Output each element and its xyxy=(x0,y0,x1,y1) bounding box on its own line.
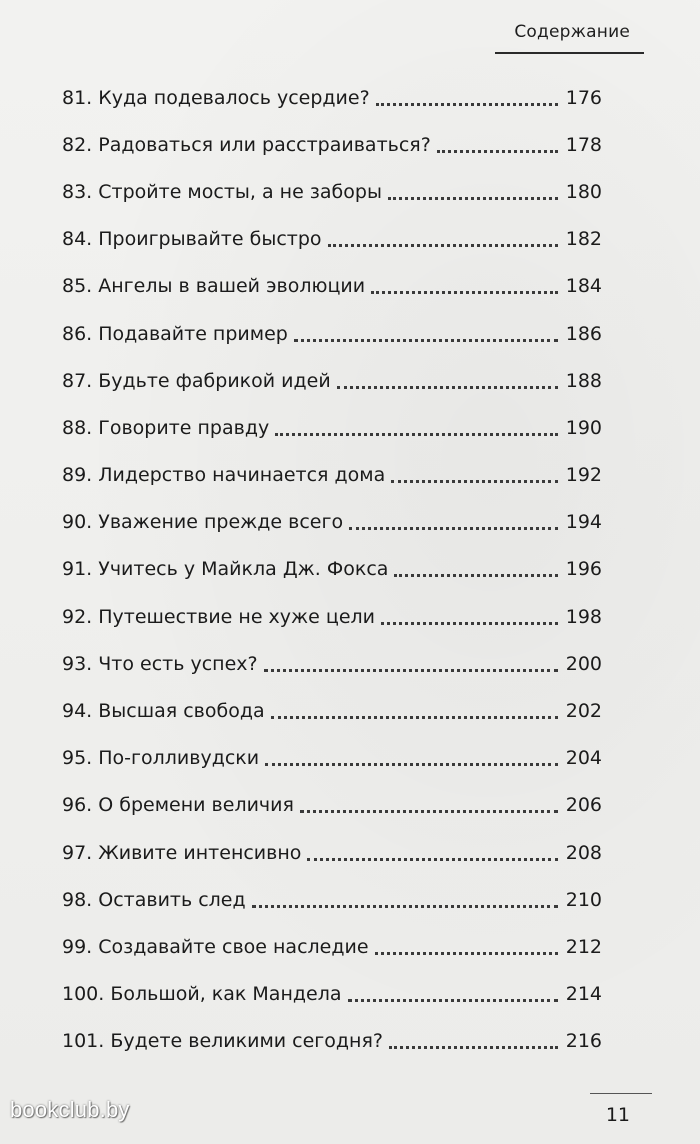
toc-dot-leader xyxy=(376,102,558,106)
toc-dot-leader xyxy=(300,809,558,813)
running-head-rule xyxy=(495,52,644,54)
toc-entry xyxy=(62,216,602,263)
toc-entry-page: 176 xyxy=(565,86,602,109)
toc-entry-page: 198 xyxy=(565,605,602,628)
table-of-contents xyxy=(62,74,602,1065)
toc-dot-leader xyxy=(349,526,558,530)
toc-entry xyxy=(62,593,602,640)
toc-entry xyxy=(62,546,602,593)
toc-entry-page: 212 xyxy=(565,935,602,958)
toc-entry-page: 206 xyxy=(565,794,602,817)
toc-dot-leader xyxy=(252,904,558,908)
running-head: Содержание xyxy=(514,22,630,42)
toc-entry-title: 81. Куда подевалось усердие? xyxy=(62,86,370,109)
toc-entry-page: 194 xyxy=(565,511,602,534)
folio-rule xyxy=(590,1093,652,1094)
toc-entry-title: 84. Проигрывайте быстро xyxy=(62,228,322,251)
toc-entry-page: 200 xyxy=(565,652,602,675)
toc-entry-title: 88. Говорите правду xyxy=(62,416,270,439)
toc-dot-leader xyxy=(294,338,558,342)
toc-entry-title: 96. О бремени величия xyxy=(62,794,294,817)
page-number: 11 xyxy=(605,1104,630,1126)
toc-entry xyxy=(62,357,602,404)
toc-dot-leader xyxy=(264,668,558,672)
toc-entry-title: 83. Стройте мосты, а не заборы xyxy=(62,180,382,203)
toc-entry xyxy=(62,499,602,546)
toc-dot-leader xyxy=(337,385,558,389)
toc-entry-title: 85. Ангелы в вашей эволюции xyxy=(62,275,366,298)
toc-entry xyxy=(62,452,602,499)
toc-dot-leader xyxy=(328,243,558,247)
toc-entry xyxy=(62,168,602,215)
watermark-logo: bookclub.by xyxy=(10,1097,130,1122)
toc-dot-leader xyxy=(375,951,558,955)
toc-entry xyxy=(62,876,602,923)
toc-dot-leader xyxy=(348,998,558,1002)
toc-entry-title: 86. Подавайте пример xyxy=(62,322,288,345)
toc-entry-page: 208 xyxy=(565,841,602,864)
toc-entry xyxy=(62,923,602,970)
toc-entry xyxy=(62,971,602,1018)
toc-dot-leader xyxy=(265,762,558,766)
toc-entry-page: 188 xyxy=(565,369,602,392)
toc-entry xyxy=(62,782,602,829)
toc-entry-page: 192 xyxy=(565,464,602,487)
toc-entry xyxy=(62,74,602,121)
toc-entry-page: 196 xyxy=(565,558,602,581)
toc-entry-title: 87. Будьте фабрикой идей xyxy=(62,369,331,392)
toc-entry-title: 100. Большой, как Мандела xyxy=(62,983,342,1006)
toc-entry xyxy=(62,121,602,168)
toc-entry-page: 202 xyxy=(565,700,602,723)
toc-entry-title: 89. Лидерство начинается дома xyxy=(62,464,386,487)
toc-entry xyxy=(62,310,602,357)
toc-entry xyxy=(62,1018,602,1065)
toc-entry-title: 94. Высшая свобода xyxy=(62,700,265,723)
toc-dot-leader xyxy=(271,715,558,719)
toc-entry xyxy=(62,735,602,782)
toc-entry-title: 90. Уважение прежде всего xyxy=(62,511,344,534)
toc-entry-page: 182 xyxy=(565,228,602,251)
toc-entry-title: 101. Будете великими сегодня? xyxy=(62,1030,383,1053)
toc-entry-title: 93. Что есть успех? xyxy=(62,652,258,675)
toc-entry-page: 204 xyxy=(565,747,602,770)
toc-entry-page: 210 xyxy=(565,888,602,911)
toc-entry-page: 186 xyxy=(565,322,602,345)
toc-dot-leader xyxy=(381,621,558,625)
toc-entry-title: 98. Оставить след xyxy=(62,888,246,911)
toc-entry-page: 178 xyxy=(565,133,602,156)
toc-dot-leader xyxy=(371,290,558,294)
toc-entry-page: 184 xyxy=(565,275,602,298)
toc-entry-title: 97. Живите интенсивно xyxy=(62,841,302,864)
toc-entry-title: 91. Учитесь у Майкла Дж. Фокса xyxy=(62,558,389,581)
toc-dot-leader xyxy=(437,149,558,153)
toc-entry-title: 82. Радоваться или расстраиваться? xyxy=(62,133,431,156)
toc-entry-page: 214 xyxy=(565,983,602,1006)
toc-dot-leader xyxy=(394,573,557,577)
toc-entry xyxy=(62,404,602,451)
toc-dot-leader xyxy=(275,432,558,436)
toc-dot-leader xyxy=(391,479,557,483)
toc-dot-leader xyxy=(307,857,557,861)
toc-entry-page: 216 xyxy=(565,1030,602,1053)
toc-entry-page: 190 xyxy=(565,416,602,439)
toc-entry-title: 92. Путешествие не хуже цели xyxy=(62,605,376,628)
toc-entry xyxy=(62,687,602,734)
toc-dot-leader xyxy=(388,196,558,200)
toc-entry-page: 180 xyxy=(565,180,602,203)
toc-entry xyxy=(62,640,602,687)
toc-dot-leader xyxy=(389,1045,558,1049)
toc-entry xyxy=(62,263,602,310)
toc-entry-title: 99. Создавайте свое наследие xyxy=(62,935,369,958)
toc-entry xyxy=(62,829,602,876)
toc-entry-title: 95. По-голливудски xyxy=(62,747,260,770)
